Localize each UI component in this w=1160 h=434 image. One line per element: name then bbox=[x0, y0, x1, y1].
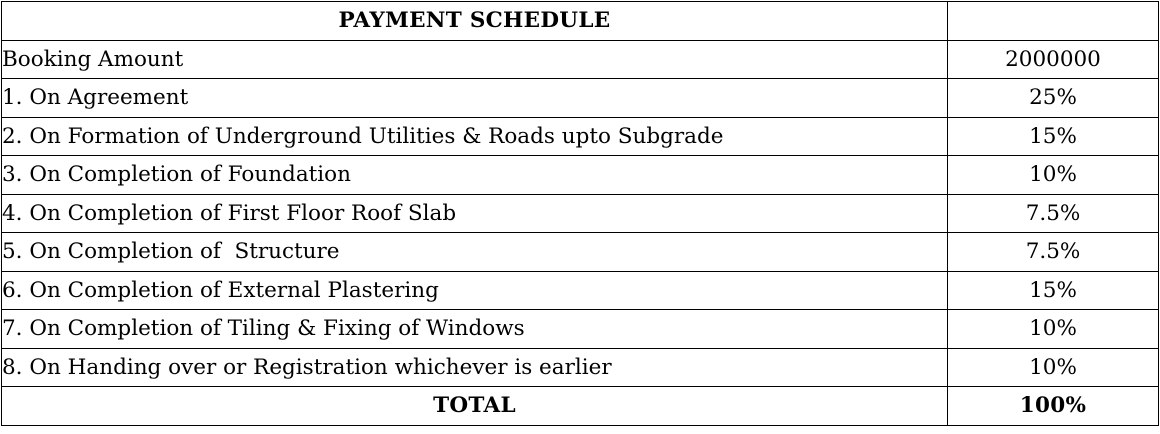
table-row bbox=[2, 310, 1159, 349]
row-value: 7.5% bbox=[948, 233, 1159, 272]
row-value: 7.5% bbox=[948, 194, 1159, 233]
row-description: 8. On Handing over or Registration whichever is earlier bbox=[2, 348, 948, 387]
table-row bbox=[2, 233, 1159, 272]
row-value: 15% bbox=[948, 271, 1159, 310]
total-row bbox=[2, 387, 1159, 426]
total-value: 100% bbox=[948, 387, 1159, 426]
table-title: PAYMENT SCHEDULE bbox=[2, 2, 948, 41]
payment-schedule-table bbox=[1, 1, 1159, 426]
row-description: Booking Amount bbox=[2, 40, 948, 79]
row-description: 5. On Completion of Structure bbox=[2, 233, 948, 272]
row-description: 3. On Completion of Foundation bbox=[2, 156, 948, 195]
row-value: 25% bbox=[948, 79, 1159, 118]
table-row bbox=[2, 156, 1159, 195]
table-row bbox=[2, 117, 1159, 156]
table-row bbox=[2, 271, 1159, 310]
header-value-cell bbox=[948, 2, 1159, 41]
row-description: 6. On Completion of External Plastering bbox=[2, 271, 948, 310]
total-label: TOTAL bbox=[2, 387, 948, 426]
table-row bbox=[2, 194, 1159, 233]
row-description: 4. On Completion of First Floor Roof Slab bbox=[2, 194, 948, 233]
row-description: 2. On Formation of Underground Utilities & Roads upto Subgrade bbox=[2, 117, 948, 156]
table-row bbox=[2, 348, 1159, 387]
row-description: 1. On Agreement bbox=[2, 79, 948, 118]
row-value: 2000000 bbox=[948, 40, 1159, 79]
table-row bbox=[2, 79, 1159, 118]
row-value: 10% bbox=[948, 310, 1159, 349]
table-row bbox=[2, 40, 1159, 79]
row-value: 15% bbox=[948, 117, 1159, 156]
table-header-row bbox=[2, 2, 1159, 41]
row-description: 7. On Completion of Tiling & Fixing of Windows bbox=[2, 310, 948, 349]
row-value: 10% bbox=[948, 156, 1159, 195]
row-value: 10% bbox=[948, 348, 1159, 387]
